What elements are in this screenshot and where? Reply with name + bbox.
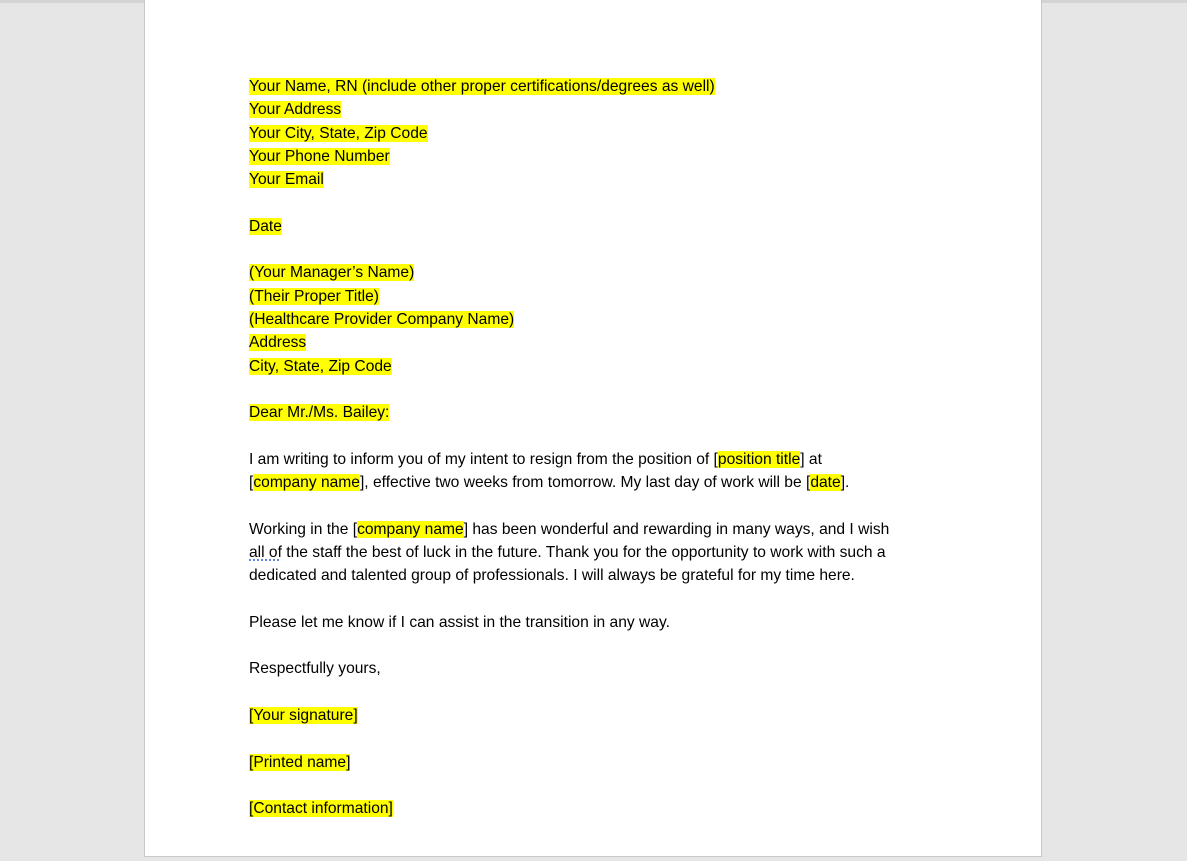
paragraph1-line1 — [249, 448, 949, 471]
document-page[interactable] — [144, 0, 1042, 857]
date-line — [249, 215, 949, 238]
blank-line — [249, 494, 949, 517]
paragraph1-text: ] at — [800, 450, 822, 468]
grammar-flagged-text[interactable]: all of — [249, 543, 282, 561]
signature-line — [249, 704, 949, 727]
recipient-address: Address — [249, 334, 307, 352]
signature-placeholder: [Your signature] — [249, 707, 358, 725]
recipient-company: (Healthcare Provider Company Name) — [249, 310, 515, 328]
salutation-line — [249, 401, 949, 424]
paragraph3: Please let me know if I can assist in the transition in any way. — [249, 613, 670, 631]
paragraph1-text: ]. — [840, 474, 850, 492]
sender-block-line — [249, 75, 949, 98]
salutation: Dear Mr./Ms. Bailey: — [249, 404, 390, 422]
recipient-block-line — [249, 308, 949, 331]
paragraph2-text: Working in the [ — [249, 520, 358, 538]
position-title-placeholder: position title — [717, 450, 801, 468]
sender-block-line — [249, 98, 949, 121]
recipient-block-line — [249, 285, 949, 308]
sender-block-line — [249, 122, 949, 145]
printed-name-placeholder: [Printed name] — [249, 753, 351, 771]
sender-block-line — [249, 145, 949, 168]
blank-line — [249, 191, 949, 214]
sender-name: Your Name, RN (include other proper certifications/degrees as well) — [249, 78, 715, 95]
paragraph2-line1 — [249, 518, 949, 541]
letter-date: Date — [249, 217, 282, 235]
paragraph2-text: ] has been wonderful and rewarding in many ways, and I wish — [463, 520, 890, 538]
paragraph1-text: I am writing to inform you of my intent to resign from the position of [ — [249, 450, 718, 468]
sender-address: Your Address — [249, 101, 342, 119]
blank-line — [249, 238, 949, 261]
blank-line — [249, 774, 949, 797]
paragraph1-text: [ — [249, 474, 254, 492]
paragraph2-line3: dedicated and talented group of professionals. I will always be grateful for my time here. — [249, 567, 855, 585]
paragraph2-text: the staff the best of luck in the future. Thank you for the opportunity to work with such a — [281, 543, 886, 561]
sender-block-line — [249, 168, 949, 191]
blank-line — [249, 727, 949, 750]
closing: Respectfully yours, — [249, 660, 381, 678]
company-name-placeholder: company name — [357, 520, 464, 538]
blank-line — [249, 681, 949, 704]
date-placeholder: date — [810, 474, 841, 492]
sender-email: Your Email — [249, 171, 324, 189]
recipient-block-line — [249, 331, 949, 354]
blank-line — [249, 588, 949, 611]
paragraph1-text: ], effective two weeks from tomorrow. My last day of work will be [ — [359, 474, 811, 492]
company-name-placeholder: company name — [253, 474, 360, 492]
letter-body[interactable] — [249, 75, 949, 821]
blank-line — [249, 378, 949, 401]
blank-line — [249, 634, 949, 657]
recipient-block-line — [249, 355, 949, 378]
recipient-manager-name: (Your Manager’s Name) — [249, 264, 415, 282]
printed-name-line — [249, 751, 949, 774]
recipient-title: (Their Proper Title) — [249, 287, 379, 305]
recipient-city-state-zip: City, State, Zip Code — [249, 357, 392, 375]
recipient-block-line — [249, 261, 949, 284]
blank-line — [249, 424, 949, 447]
sender-phone: Your Phone Number — [249, 147, 390, 165]
contact-info-line — [249, 797, 949, 820]
paragraph2-line2 — [249, 541, 949, 564]
contact-info-placeholder: [Contact information] — [249, 800, 393, 818]
sender-city-state-zip: Your City, State, Zip Code — [249, 124, 428, 142]
paragraph1-line2 — [249, 471, 949, 494]
